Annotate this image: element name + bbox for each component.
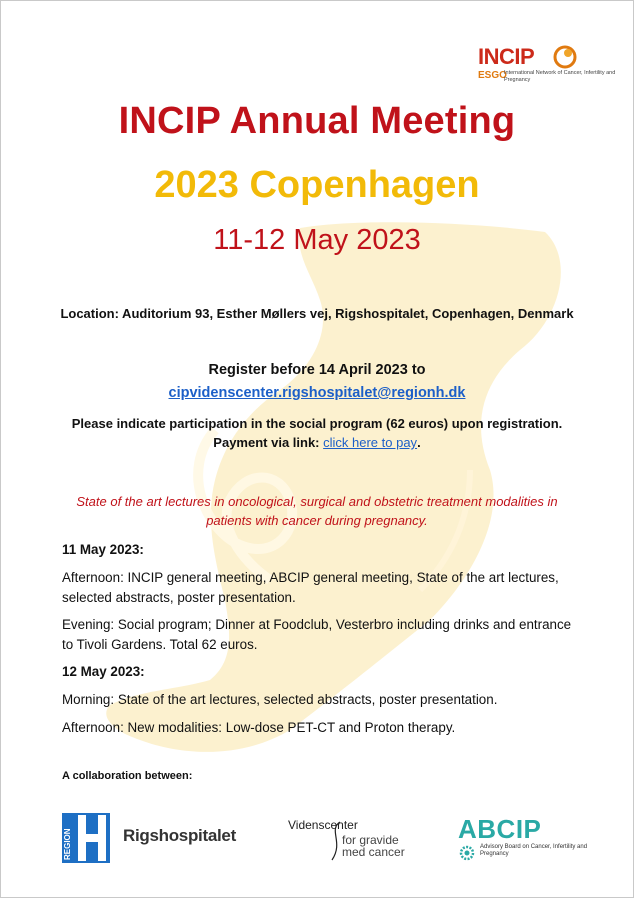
page-subtitle: 2023 Copenhagen bbox=[154, 164, 480, 206]
rigshospitalet-logo-text: Rigshospitalet bbox=[123, 826, 236, 845]
abcip-logo-subtitle: Advisory Board on Cancer, Infertility and Pregnancy bbox=[480, 844, 588, 857]
esgo-text: ESGO bbox=[478, 70, 507, 81]
registration-email-line bbox=[0, 385, 634, 401]
meeting-theme: State of the art lectures in oncological, surgical and obstetric treatment modalities in patients with cancer during pregnancy. bbox=[76, 494, 558, 528]
videnscenter-line-2: for gravide bbox=[342, 833, 399, 847]
registration-deadline: Register before 14 April 2023 to bbox=[208, 362, 426, 378]
day1-afternoon: Afternoon: INCIP general meeting, ABCIP general meeting, State of the art lectures, selected abstracts, poster presentation. bbox=[62, 570, 559, 605]
payment-link[interactable]: click here to pay bbox=[323, 435, 418, 450]
collaboration-label: A collaboration between: bbox=[62, 770, 193, 782]
event-dates: 11-12 May 2023 bbox=[213, 224, 421, 256]
page-title: INCIP Annual Meeting bbox=[118, 100, 516, 142]
incip-logo-subtitle: International Network of Cancer, Infertility and Pregnancy bbox=[504, 70, 616, 83]
payment-line bbox=[0, 435, 634, 450]
day1-evening: Evening: Social program; Dinner at Foodclub, Vesterbro including drinks and entrance to Tivoli Gardens. Total 62 euros. bbox=[62, 617, 572, 652]
videnscenter-line-3: med cancer bbox=[342, 845, 405, 859]
day2-afternoon: Afternoon: New modalities: Low-dose PET-CT and Proton therapy. bbox=[62, 720, 456, 735]
videnscenter-name: Videnscenter bbox=[288, 818, 358, 832]
incip-logo bbox=[478, 44, 628, 90]
abcip-logo bbox=[458, 814, 608, 864]
social-program-note: Please indicate participation in the social program (62 euros) upon registration. bbox=[71, 416, 563, 431]
region-text: REGION bbox=[63, 828, 72, 860]
abcip-logo-text: ABCIP bbox=[458, 814, 542, 844]
registration-email-link[interactable]: cipvidenscenter.rigshospitalet@regionh.dk bbox=[168, 385, 466, 401]
day2-heading: 12 May 2023: bbox=[62, 664, 145, 679]
region-h-logo bbox=[62, 813, 110, 863]
payment-end: . bbox=[417, 435, 421, 450]
day2-morning: Morning: State of the art lectures, selected abstracts, poster presentation. bbox=[62, 692, 498, 707]
videnscenter-subtitle bbox=[342, 834, 405, 858]
abcip-gear-icon bbox=[458, 844, 476, 862]
event-location: Location: Auditorium 93, Esther Møllers vej, Rigshospitalet, Copenhagen, Denmark bbox=[60, 306, 574, 321]
incip-emblem-icon bbox=[552, 44, 578, 70]
day1-heading: 11 May 2023: bbox=[62, 542, 144, 557]
incip-logo-text: INCIP bbox=[478, 44, 535, 69]
videnscenter-logo bbox=[288, 818, 418, 862]
payment-label: Payment via link: bbox=[213, 435, 324, 450]
